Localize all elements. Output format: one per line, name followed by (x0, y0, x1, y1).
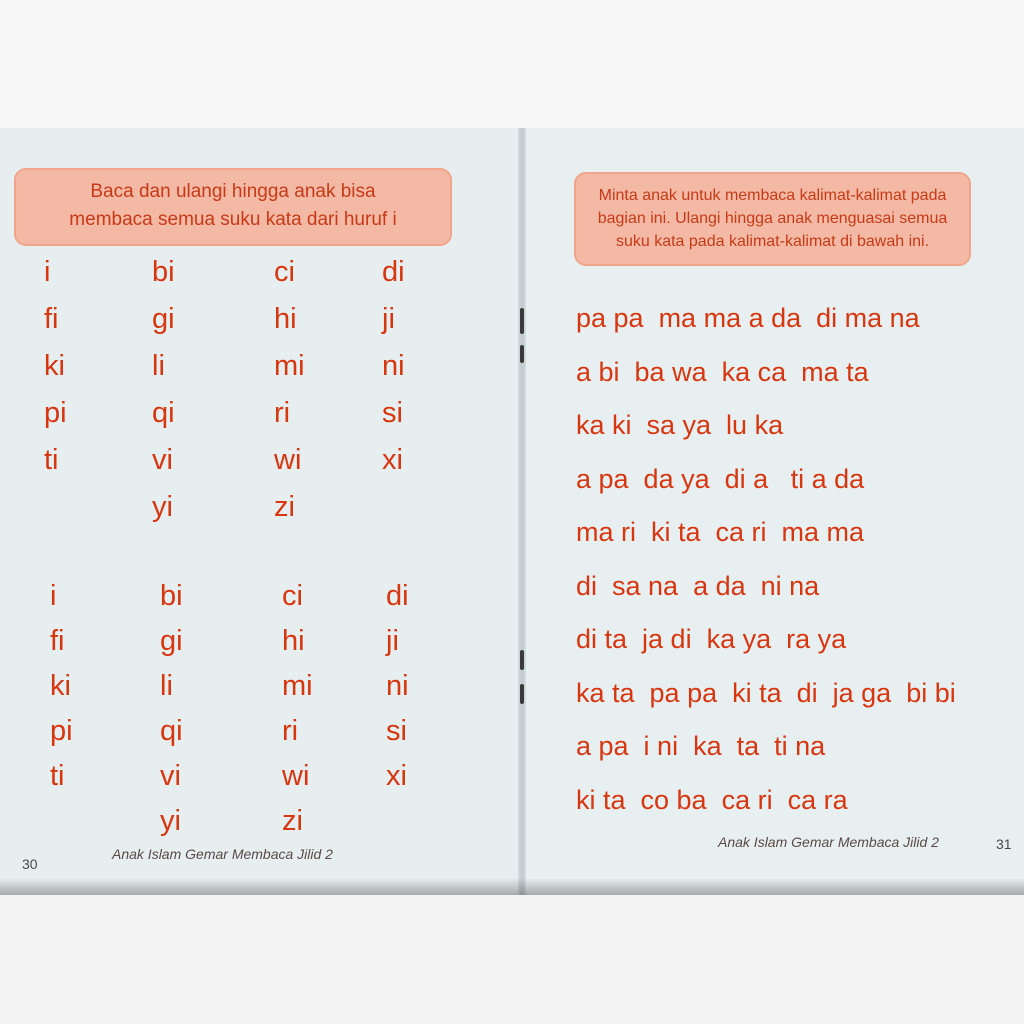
right-instruction-box: Minta anak untuk membaca kalimat-kalimat pada bagian ini. Ulangi hingga anak menguasai semua suku kata pada kalimat-kalimat di bawah ini. (574, 172, 971, 266)
syllable: ji (382, 303, 395, 335)
syllable: ti (50, 760, 65, 792)
syllable: pi (44, 397, 67, 429)
right-footer-title: Anak Islam Gemar Membaca Jilid 2 (718, 834, 939, 850)
background-top (0, 0, 1024, 128)
background-bottom (0, 895, 1024, 1024)
sentence-line: di ta ja di ka ya ra ya (576, 624, 847, 654)
syllable: fi (50, 625, 65, 657)
page-edge-shadow (0, 878, 1024, 895)
syllable: ni (386, 670, 409, 702)
syllable: bi (160, 580, 183, 612)
staple-top (520, 308, 524, 334)
syllable: ni (382, 350, 405, 382)
syllable: hi (274, 303, 297, 335)
syllable: zi (274, 491, 295, 523)
syllable: mi (274, 350, 305, 382)
syllable: hi (282, 625, 305, 657)
syllable: bi (152, 256, 175, 288)
left-footer-title: Anak Islam Gemar Membaca Jilid 2 (112, 846, 333, 862)
sentence-line: a pa i ni ka ta ti na (576, 731, 826, 761)
syllable: ci (282, 580, 303, 612)
syllable: ti (44, 444, 59, 476)
syllable: li (152, 350, 165, 382)
book-spine (518, 128, 526, 895)
syllable: ji (386, 625, 399, 657)
sentence-line: di sa na a da ni na (576, 570, 820, 601)
syllable: si (386, 715, 407, 747)
syllable: gi (160, 625, 183, 657)
syllable: qi (160, 715, 183, 747)
syllable: ci (274, 256, 295, 288)
sentence-line: ki ta co ba ca ri ca ra (576, 784, 848, 815)
syllable: vi (160, 760, 181, 792)
sentence-line: ka ta pa pa ki ta di ja ga bi bi (576, 677, 956, 708)
syllable: xi (386, 760, 407, 792)
syllable: di (382, 256, 405, 288)
sentence-line: a bi ba wa ka ca ma ta (576, 356, 869, 387)
syllable: si (382, 397, 403, 429)
syllable: ki (50, 670, 71, 702)
left-instruction-box: Baca dan ulangi hingga anak bisa membaca semua suku kata dari huruf i (14, 168, 452, 246)
syllable: xi (382, 444, 403, 476)
syllable: vi (152, 444, 173, 476)
left-page-number: 30 (22, 856, 38, 872)
syllable: i (50, 580, 57, 612)
syllable: fi (44, 303, 59, 335)
syllable: ki (44, 350, 65, 382)
sentence-line: pa pa ma ma a da di ma na (576, 303, 920, 333)
syllable: i (44, 256, 51, 288)
sentence-line: ka ki sa ya lu ka (576, 410, 784, 440)
syllable: pi (50, 715, 73, 747)
syllable: yi (160, 805, 181, 837)
syllable: ri (282, 715, 299, 747)
syllable: qi (152, 397, 175, 429)
staple-top-lower (520, 345, 524, 363)
syllable: wi (274, 444, 302, 476)
syllable: di (386, 580, 409, 612)
staple-bottom-lower (520, 684, 524, 704)
sentence-line: a pa da ya di a ti a da (576, 463, 865, 494)
syllable: zi (282, 805, 303, 837)
syllable: mi (282, 670, 313, 702)
staple-bottom (520, 650, 524, 670)
syllable: gi (152, 303, 175, 335)
sentence-line: ma ri ki ta ca ri ma ma (576, 517, 865, 547)
right-page-number: 31 (996, 836, 1012, 852)
syllable: wi (282, 760, 310, 792)
syllable: ri (274, 397, 291, 429)
syllable: yi (152, 491, 173, 523)
syllable: li (160, 670, 173, 702)
